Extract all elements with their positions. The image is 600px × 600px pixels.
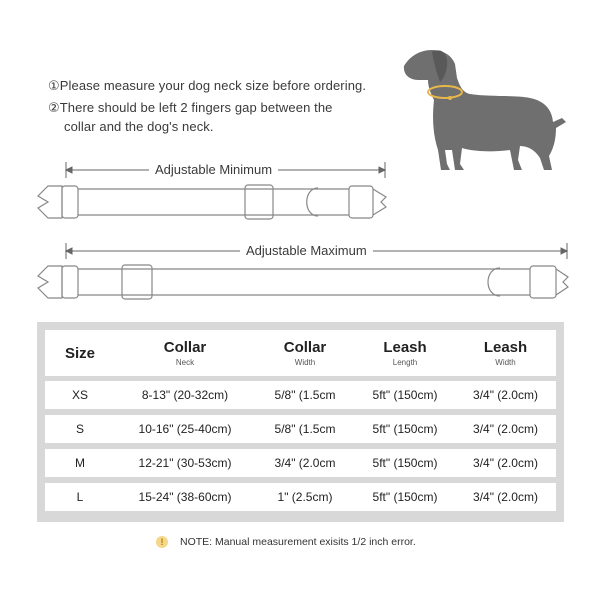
cell-size: XS — [71, 388, 88, 402]
cell-leash-length: 5ft" (150cm) — [372, 388, 438, 402]
header-leash-width — [455, 330, 556, 376]
cell-collar-neck: 10-16" (25-40cm) — [138, 422, 232, 436]
cell-leash-width: 3/4" (2.0cm) — [473, 388, 538, 402]
header-sub-label: Length — [392, 358, 418, 367]
header-main-label: Collar — [163, 339, 207, 356]
collar-minimum-illustration — [38, 185, 386, 219]
header-sub-label: Width — [495, 358, 516, 367]
header-size — [45, 330, 115, 376]
cell-leash-width: 3/4" (2.0cm) — [473, 490, 538, 504]
table-row-xs — [45, 381, 556, 409]
cell-collar-neck: 12-21" (30-53cm) — [138, 456, 232, 470]
size-table — [37, 322, 564, 522]
header-sub-label: Neck — [175, 358, 195, 367]
table-header-row — [45, 330, 556, 376]
cell-size: L — [76, 490, 84, 504]
table-row-s — [45, 415, 556, 443]
instruction-line-3: collar and the dog's neck. — [64, 119, 214, 134]
header-main-label: Leash — [383, 339, 427, 356]
table-row-l — [45, 483, 556, 511]
collar-maximum-illustration — [38, 265, 568, 299]
header-main-label: Leash — [483, 339, 528, 356]
instruction-line-2: ②There should be left 2 fingers gap between the — [48, 100, 333, 115]
cell-leash-width: 3/4" (2.0cm) — [473, 422, 538, 436]
cell-collar-width: 3/4" (2.0cm — [274, 456, 336, 470]
cell-collar-neck: 15-24" (38-60cm) — [138, 490, 232, 504]
cell-collar-width: 5/8" (1.5cm — [274, 388, 336, 402]
table-row-m — [45, 449, 556, 477]
header-sub-label: Width — [294, 358, 316, 367]
adjustable-maximum-label: Adjustable Maximum — [240, 243, 373, 258]
cell-collar-neck: 8-13" (20-32cm) — [141, 388, 229, 402]
cell-collar-width: 5/8" (1.5cm — [274, 422, 336, 436]
measurement-note — [156, 536, 416, 548]
warning-icon: ! — [156, 536, 168, 548]
cell-size: S — [75, 422, 84, 436]
cell-leash-length: 5ft" (150cm) — [372, 456, 438, 470]
header-leash-length — [355, 330, 455, 376]
dog-illustration — [404, 50, 566, 170]
header-collar-width — [255, 330, 355, 376]
adjustable-minimum-label: Adjustable Minimum — [149, 162, 278, 177]
header-main-label: Collar — [283, 339, 327, 356]
cell-collar-width: 1" (2.5cm) — [277, 490, 333, 504]
header-main-label: Size — [64, 344, 95, 362]
header-collar-neck — [115, 330, 255, 376]
note-text: NOTE: Manual measurement exisits 1/2 inch error. — [180, 536, 416, 548]
cell-leash-length: 5ft" (150cm) — [372, 422, 438, 436]
cell-size: M — [75, 456, 85, 470]
cell-leash-width: 3/4" (2.0cm) — [473, 456, 538, 470]
cell-leash-length: 5ft" (150cm) — [372, 490, 438, 504]
instruction-line-1: ①Please measure your dog neck size before ordering. — [48, 78, 367, 93]
